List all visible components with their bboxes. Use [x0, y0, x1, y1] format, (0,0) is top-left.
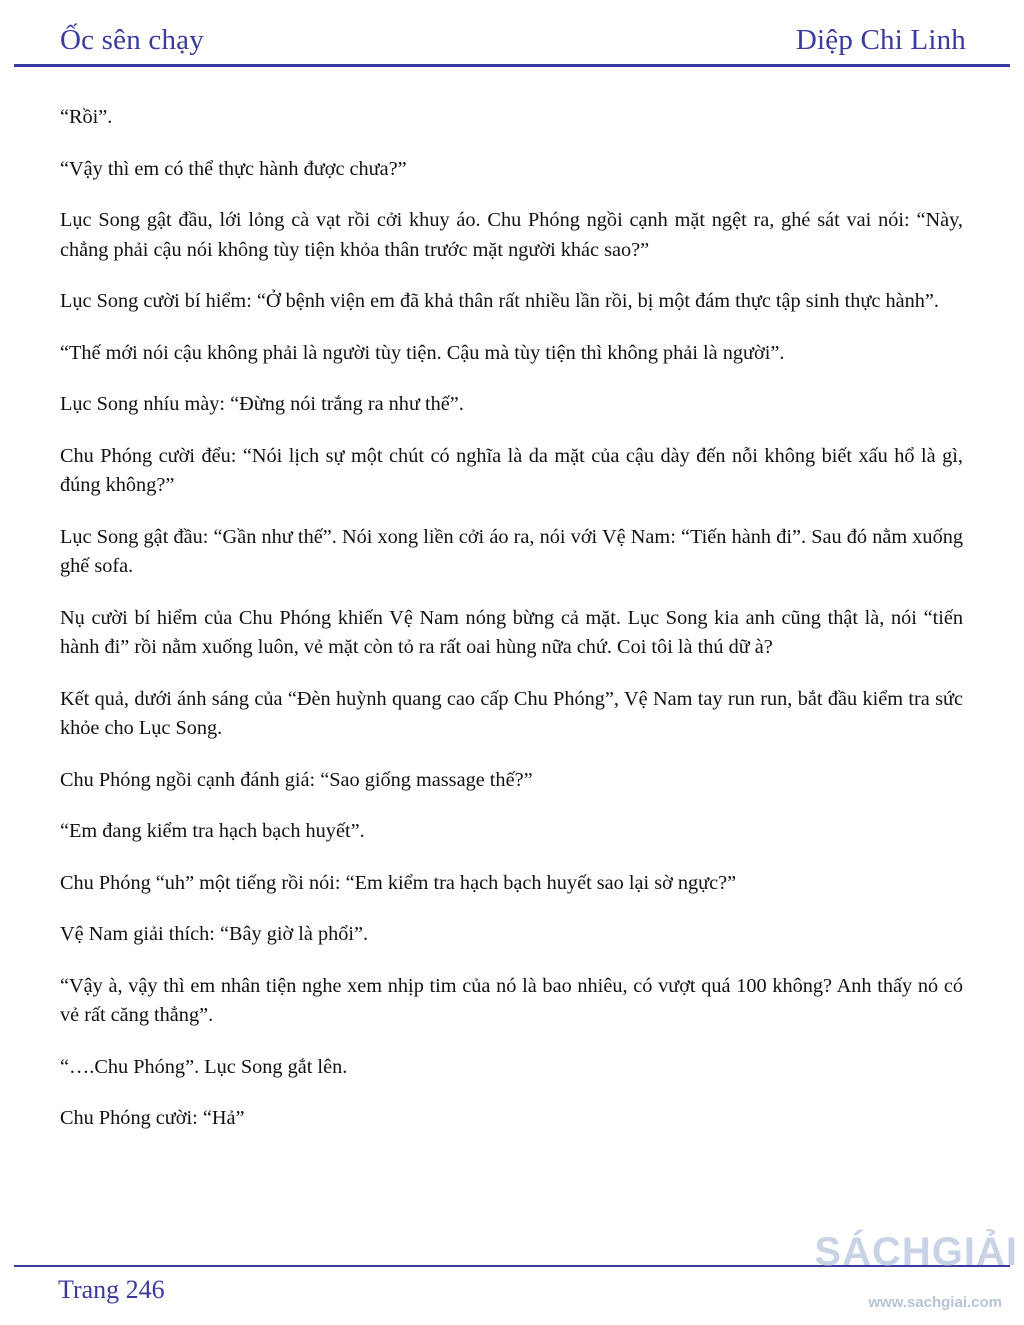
header-divider [14, 64, 1010, 67]
paragraph: Kết quả, dưới ánh sáng của “Đèn huỳnh quang cao cấp Chu Phóng”, Vệ Nam tay run run, bắt đầu kiểm tra sức khỏe cho Lục Song. [60, 687, 963, 739]
paragraph: Chu Phóng cười đểu: “Nói lịch sự một chút có nghĩa là da mặt của cậu dày đến nỗi không biết xấu hổ là gì, đúng không?” [60, 444, 963, 496]
paragraph: Nụ cười bí hiểm của Chu Phóng khiến Vệ Nam nóng bừng cả mặt. Lục Song kia anh cũng thật là, nói “tiến hành đi” rồi nằm xuống luôn, vẻ mặt còn tỏ ra rất oai hùng nữa chứ. Coi tôi là thú dữ à? [60, 606, 963, 658]
paragraph: “Rồi”. [60, 106, 113, 128]
author-name: Diệp Chi Linh [795, 24, 966, 56]
paragraph: “Vậy à, vậy thì em nhân tiện nghe xem nhịp tim của nó là bao nhiêu, có vượt quá 100 không? Anh thấy nó có vẻ rất căng thẳng”. [60, 974, 963, 1026]
paragraph: “….Chu Phóng”. Lục Song gắt lên. [60, 1055, 348, 1078]
paragraph: “Em đang kiểm tra hạch bạch huyết”. [60, 820, 365, 842]
paragraph: Chu Phóng “uh” một tiếng rồi nói: “Em kiểm tra hạch bạch huyết sao lại sờ ngực?” [60, 871, 737, 894]
paragraph: Lục Song gật đầu: “Gần như thế”. Nói xong liền cởi áo ra, nói với Vệ Nam: “Tiến hành đi”. Sau đó nằm xuống ghế sofa. [60, 525, 963, 577]
paragraph: Chu Phóng cười: “Hả” [60, 1107, 245, 1129]
paragraph: “Vậy thì em có thể thực hành được chưa?” [60, 157, 407, 180]
paragraph: “Thế mới nói cậu không phải là người tùy tiện. Cậu mà tùy tiện thì không phải là người”. [60, 341, 785, 364]
watermark [810, 1226, 1020, 1318]
page-number: Trang 246 [58, 1275, 165, 1304]
book-title: Ốc sên chạy [60, 24, 204, 56]
watermark-url: www.sachgiai.com [868, 1294, 1002, 1311]
paragraph: Lục Song cười bí hiểm: “Ở bệnh viện em đã khả thân rất nhiều lần rồi, bị một đám thực tập sinh thực hành”. [60, 290, 939, 312]
paragraph: Chu Phóng ngồi cạnh đánh giá: “Sao giống massage thế?” [60, 768, 533, 791]
paragraph: Lục Song nhíu mày: “Đừng nói trắng ra như thế”. [60, 393, 464, 415]
page-body [60, 103, 963, 1156]
watermark-logo: SÁCHGIẢI [814, 1230, 1018, 1274]
paragraph: Lục Song gật đầu, lới lỏng cà vạt rồi cởi khuy áo. Chu Phóng ngồi cạnh mặt ngệt ra, ghé sát vai nói: “Này, chẳng phải cậu nói không tùy tiện khỏa thân trước mặt người khác sao?” [60, 209, 963, 261]
paragraph: Vệ Nam giải thích: “Bây giờ là phổi”. [60, 923, 369, 945]
page-header [0, 0, 1024, 70]
